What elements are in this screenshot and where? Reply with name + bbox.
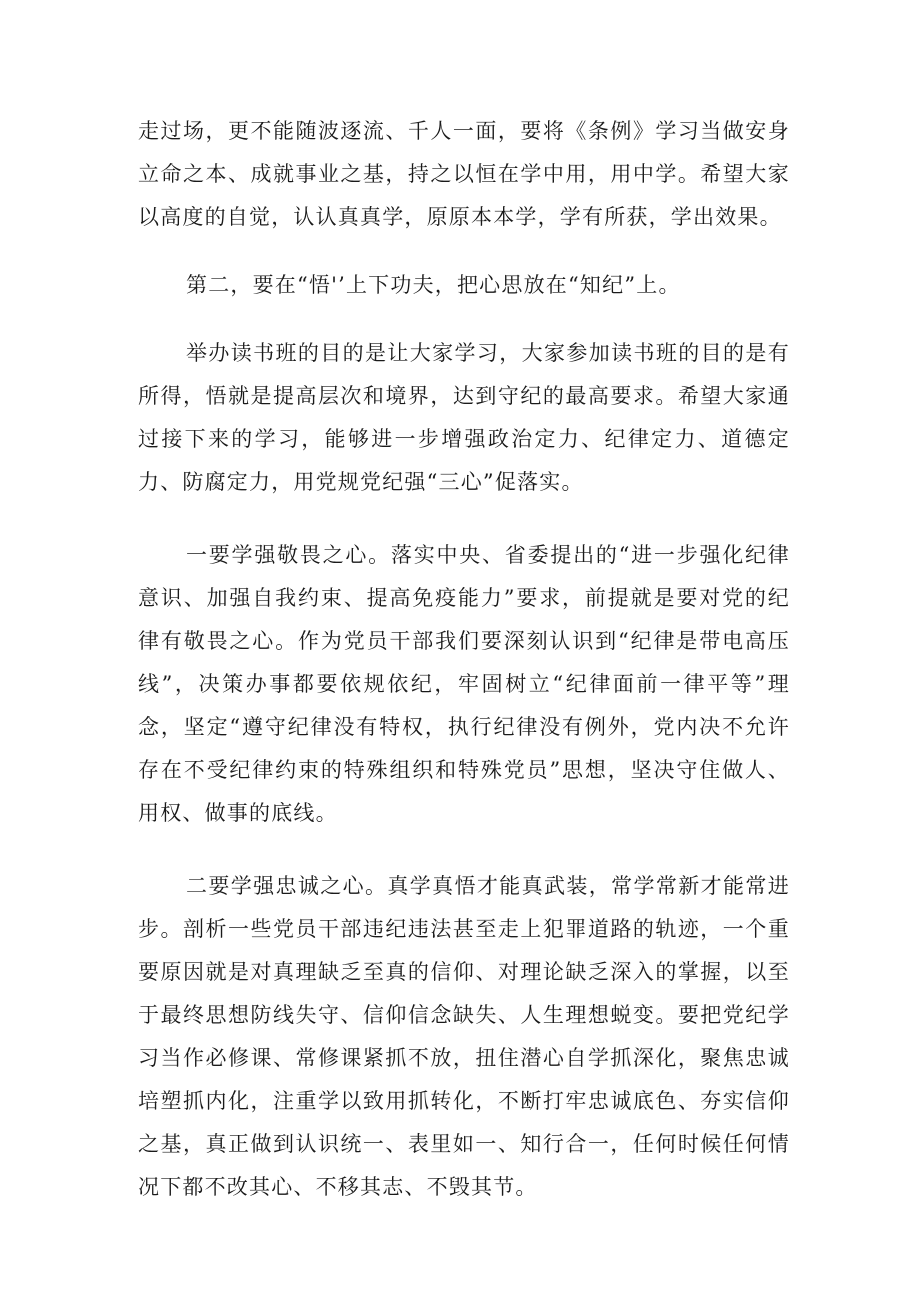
paragraph-reading-class: 举办读书班的目的是让大家学习，大家参加读书班的目的是有所得，悟就是提高层次和境界，达到守纪的最高要求。希望大家通过接下来的学习，能够进一步增强政治定力、纪律定力、道德定力、防腐定力，用党规党纪强“三心”促落实。: [138, 341, 790, 494]
paragraph-loyalty: 二要学强忠诚之心。真学真悟才能真武装，常学常新才能常进步。剖析一些党员干部违纪违法甚至走上犯罪道路的轨迹，一个重要原因就是对真理缺乏至真的信仰、对理论缺乏深入的掌握，以至于最终思想防线失守、信仰信念缺失、人生理想蜕变。要把党纪学习当作必修课、常修课紧抓不放，扭住潜心自学抓深化，聚焦忠诚培塑抓内化，注重学以致用抓转化，不断打牢忠诚底色、夯实信仰之基，真正做到认识统一、表里如一、知行合一，任何时候任何情况下都不改其心、不移其志、不毁其节。: [138, 874, 790, 1199]
paragraph-continuation: 走过场，更不能随波逐流、千人一面，要将《条例》学习当做安身立命之本、成就事业之基，持之以恒在学中用，用中学。希望大家以高度的自觉，认认真真学，原原本本学，学有所获，学出效果。: [138, 119, 790, 229]
section-heading-second: 第二，要在“悟'’上下功夫，把心思放在“知纪”上。: [186, 273, 681, 297]
paragraph-awe: 一要学强敬畏之心。落实中央、省委提出的“进一步强化纪律意识、加强自我约束、提高免疫能力”要求，前提就是要对党的纪律有敬畏之心。作为党员干部我们要深刻认识到“纪律是带电高压线”，决策办事都要依规依纪，牢固树立“纪律面前一律平等”理念，坚定“遵守纪律没有特权，执行纪律没有例外，党内决不允许存在不受纪律约束的特殊组织和特殊党员”思想，坚决守住做人、用权、做事的底线。: [138, 543, 790, 825]
